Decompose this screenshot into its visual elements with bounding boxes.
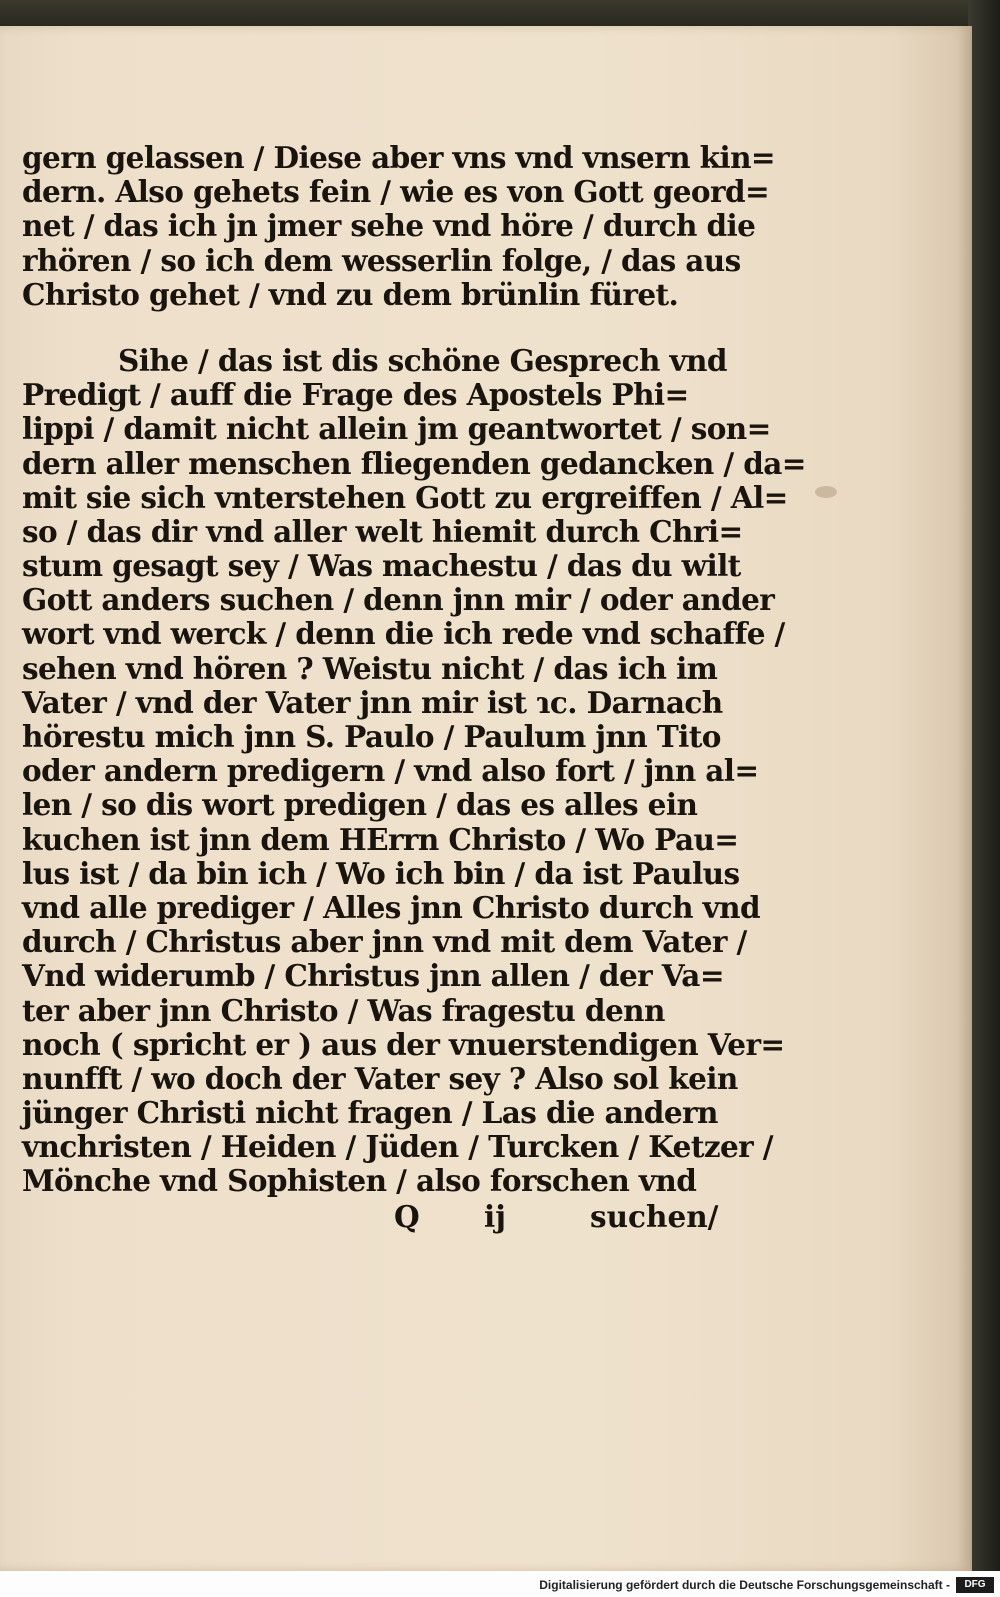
paragraph-gap <box>22 312 702 344</box>
page-text <box>22 140 806 1235</box>
signature-line <box>22 1198 719 1235</box>
text-line: kuchen ist jnn dem HErrn Christo / Wo Pau= <box>22 821 739 857</box>
book-right-edge <box>968 0 1000 1597</box>
text-line: dern aller menschen fliegenden gedancken / da= <box>22 445 806 481</box>
footer-bar <box>0 1571 1000 1597</box>
text-line: Vater / vnd der Vater jnn mir ist ɿc. Darnach <box>22 684 723 720</box>
text-line: wort vnd werck / denn die ich rede vnd schaffe / <box>22 616 785 652</box>
paragraph-main <box>22 342 806 1199</box>
text-line: ter aber jnn Christo / Was fragestu denn <box>22 992 665 1028</box>
text-line: vnd alle prediger / Alles jnn Christo durch vnd <box>22 889 761 925</box>
text-line: Mönche vnd Sophisten / also forschen vnd <box>22 1163 697 1199</box>
paragraph-continuation <box>22 140 776 312</box>
text-line: vnchristen / Heiden / Jüden / Turcken / Ketzer / <box>22 1129 773 1165</box>
text-line: rhören / so ich dem wesserlin folge, / das aus <box>22 242 741 278</box>
text-line: len / so dis wort predigen / das es alles ein <box>22 787 698 823</box>
page-stain <box>815 486 837 498</box>
dfg-logo: DFG <box>956 1577 994 1593</box>
text-line: noch ( spricht er ) aus der vnuerstendigen Ver= <box>22 1026 785 1062</box>
signature-letter: Q <box>394 1198 420 1234</box>
text-line: Gott anders suchen / denn jnn mir / oder ander <box>22 582 775 618</box>
text-line: stum gesagt sey / Was machestu / das du wilt <box>22 548 741 584</box>
footer-credit: Digitalisierung gefördert durch die Deutsche Forschungsgemeinschaft - <box>539 1578 950 1592</box>
signature-number: ij <box>484 1198 506 1234</box>
text-line: lippi / damit nicht allein jm geantwortet / son= <box>22 411 771 447</box>
text-line: sehen vnd hören ? Weistu nicht / das ich im <box>22 650 718 686</box>
text-line: Predigt / auff die Frage des Apostels Phi= <box>22 377 689 413</box>
text-line: nunfft / wo doch der Vater sey ? Also sol kein <box>22 1060 738 1096</box>
text-line: oder andern predigern / vnd also fort / jnn al= <box>22 753 759 789</box>
text-line: jünger Christi nicht fragen / Las die andern <box>22 1095 718 1131</box>
text-line: gern gelassen / Diese aber vns vnd vnsern kin= <box>22 140 776 175</box>
text-line: hörestu mich jnn S. Paulo / Paulum jnn Tito <box>22 719 721 754</box>
text-line: net / das ich jn jmer sehe vnd höre / durch die <box>22 208 756 244</box>
text-line: so / das dir vnd aller welt hiemit durch Chri= <box>22 513 743 549</box>
text-line: lus ist / da bin ich / Wo ich bin / da ist Paulus <box>22 855 740 891</box>
text-line: Sihe / das ist dis schöne Gesprech vnd <box>118 342 727 378</box>
text-line: dern. Also gehets fein / wie es von Gott geord= <box>22 174 770 210</box>
catchword: suchen/ <box>590 1198 719 1234</box>
text-line: Christo gehet / vnd zu dem brünlin füret. <box>22 276 679 312</box>
scanned-page <box>0 26 972 1571</box>
text-line: mit sie sich vnterstehen Gott zu ergreiffen / Al= <box>22 479 788 515</box>
text-line: durch / Christus aber jnn vnd mit dem Vater / <box>22 924 747 960</box>
text-line: Vnd widerumb / Christus jnn allen / der Va= <box>22 958 724 994</box>
